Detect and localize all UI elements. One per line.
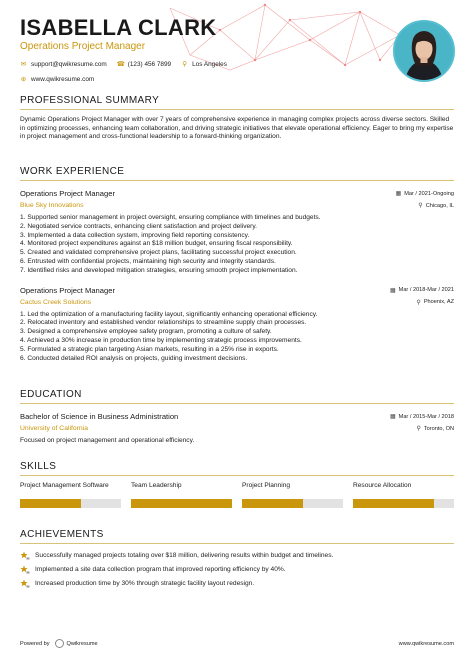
achievement-item [20, 565, 454, 574]
skill-bar [131, 499, 232, 508]
location-text: Los Angeles [192, 60, 227, 68]
location-pin-icon: ⚲ [416, 299, 421, 306]
skill-name: Resource Allocation [353, 482, 412, 489]
list-item: 2. Relocated inventory and established vendor relationships to streamline supply chain processes. [20, 319, 307, 327]
job-company: Cactus Creek Solutions [20, 298, 92, 306]
website-text: www.qwikresume.com [31, 75, 95, 83]
job-dates: Mar / 2021-Ongoing [404, 190, 454, 197]
list-item: 3. Implemented a data collection system, improving field reporting consistency. [20, 231, 250, 239]
trophy-star-icon [20, 565, 30, 574]
brand-name[interactable]: Qwikresume [66, 640, 98, 647]
calendar-icon: ▦ [389, 287, 396, 294]
skill-bar [353, 499, 454, 508]
skills-list [20, 482, 454, 508]
calendar-icon: ▦ [395, 191, 402, 197]
job-location: Phoenix, AZ [423, 299, 454, 306]
candidate-name: ISABELLA CLARK [20, 15, 217, 40]
skill-item [242, 482, 343, 508]
education-section [20, 389, 454, 446]
education-location: Toronto, ON [423, 425, 454, 432]
globe-icon: ⊕ [20, 76, 27, 83]
trophy-star-icon [20, 579, 30, 588]
achievement-item [20, 579, 454, 588]
footer-website[interactable]: www.qwikresume.com [398, 640, 454, 647]
job-company: Blue Sky Innovations [20, 202, 84, 209]
section-title-achievements: ACHIEVEMENTS [20, 529, 454, 544]
skill-item [131, 482, 232, 508]
job-role: Operations Project Manager [20, 189, 115, 198]
achievement-text: Successfully managed projects totaling over $18 million, delivering results within budget and timelines. [35, 552, 334, 559]
location-pin-icon: ⚲ [416, 426, 421, 432]
trophy-star-icon [20, 551, 30, 560]
list-item: 6. Conducted detailed ROI analysis on projects, guiding investment decisions. [20, 354, 248, 362]
list-item: 4. Monitored project expenditures against an $18 million budget, ensuring fiscal responsibility. [20, 240, 293, 248]
achievement-item [20, 551, 454, 560]
summary-text: Dynamic Operations Project Manager with over 7 years of comprehensive experience in managing complex projects across diverse sectors. Skilled in optimizing processes, enhancing team collaboration, and driving strategic initiatives that elevate operational efficiency. Eager to bring my expertise in project management and cross-functional leadership to a forward-thinking organization. [20, 116, 454, 141]
list-item: 1. Supported senior management in project oversight, ensuring compliance with timelines and budgets. [20, 214, 321, 221]
skill-item [20, 482, 121, 508]
job-bullets [20, 214, 454, 276]
summary-section [20, 95, 454, 142]
email-contact[interactable] [20, 60, 107, 68]
degree: Bachelor of Science in Business Administration [20, 412, 179, 421]
email-text: support@qwikresume.com [31, 60, 107, 68]
email-icon: ✉ [20, 61, 27, 68]
skill-item [353, 482, 454, 508]
section-title-skills: SKILLS [20, 461, 454, 476]
skill-bar-fill [20, 499, 81, 508]
job-role: Operations Project Manager [20, 285, 115, 295]
skills-section [20, 461, 454, 508]
list-item: 3. Designed a comprehensive employee safety program, promoting a culture of safety. [20, 328, 272, 336]
experience-section [20, 166, 454, 363]
skill-bar-fill [242, 499, 303, 508]
phone-text: (123) 456 7899 [127, 60, 172, 68]
skill-bar [242, 499, 343, 508]
skill-bar [20, 499, 121, 508]
job-bullets [20, 311, 454, 364]
location-pin-icon: ⚲ [182, 61, 187, 68]
list-item: 7. Identified risks and developed mitigation strategies, ensuring smooth project implementation. [20, 266, 298, 274]
skill-bar-fill [353, 499, 434, 508]
section-title-experience: WORK EXPERIENCE [20, 166, 454, 181]
powered-by [20, 639, 98, 648]
list-item: 2. Negotiated service contracts, enhancing client satisfaction and project delivery. [20, 222, 258, 230]
skill-name: Project Management Software [20, 482, 109, 489]
education-entry [20, 412, 454, 446]
job-entry [20, 189, 454, 276]
job-location: Chicago, IL [425, 202, 454, 209]
calendar-icon: ▦ [389, 414, 396, 420]
candidate-title: Operations Project Manager [20, 41, 146, 52]
education-dates: Mar / 2015-Mar / 2018 [398, 413, 454, 420]
achievement-text: Increased production time by 30% through strategic facility layout redesign. [35, 580, 255, 587]
website-contact[interactable] [20, 75, 94, 83]
phone-contact [117, 60, 171, 68]
job-dates: Mar / 2018-Mar / 2021 [398, 287, 454, 294]
skill-name: Project Planning [242, 482, 291, 489]
skill-bar-fill [131, 499, 232, 508]
profile-photo [395, 22, 453, 80]
website-row [20, 75, 380, 83]
skill-name: Team Leadership [131, 482, 182, 489]
job-entry [20, 286, 454, 364]
list-item: 5. Created and validated comprehensive project plans, facilitating successful project execution. [20, 249, 297, 257]
education-focus: Focused on project management and operational efficiency. [20, 437, 195, 444]
location-pin-icon: ⚲ [418, 203, 423, 209]
avatar [393, 20, 455, 82]
list-item: 6. Entrusted with confidential projects, maintaining high security and integrity standards. [20, 257, 276, 265]
contact-row [20, 60, 380, 68]
list-item: 5. Formulated a strategic plan targeting Asian markets, resulting in a 25% rise in exports. [20, 345, 279, 353]
qwikresume-logo-icon [55, 639, 64, 648]
footer [20, 639, 454, 648]
list-item: 1. Led the optimization of a manufacturing facility layout, significantly enhancing operational efficiency. [20, 310, 318, 318]
powered-by-label: Powered by [20, 640, 50, 647]
achievement-text: Implemented a site data collection program that improved reporting efficiency by 40%. [35, 566, 286, 573]
phone-icon: ☎ [116, 61, 125, 68]
school: University of California [20, 425, 88, 432]
section-title-summary: PROFESSIONAL SUMMARY [20, 95, 454, 110]
list-item: 4. Achieved a 30% increase in production time by implementing strategic process improvements. [20, 336, 302, 344]
achievements-section [20, 529, 454, 588]
resume-header [20, 16, 380, 83]
section-title-education: EDUCATION [20, 389, 454, 404]
location-contact [181, 60, 227, 68]
